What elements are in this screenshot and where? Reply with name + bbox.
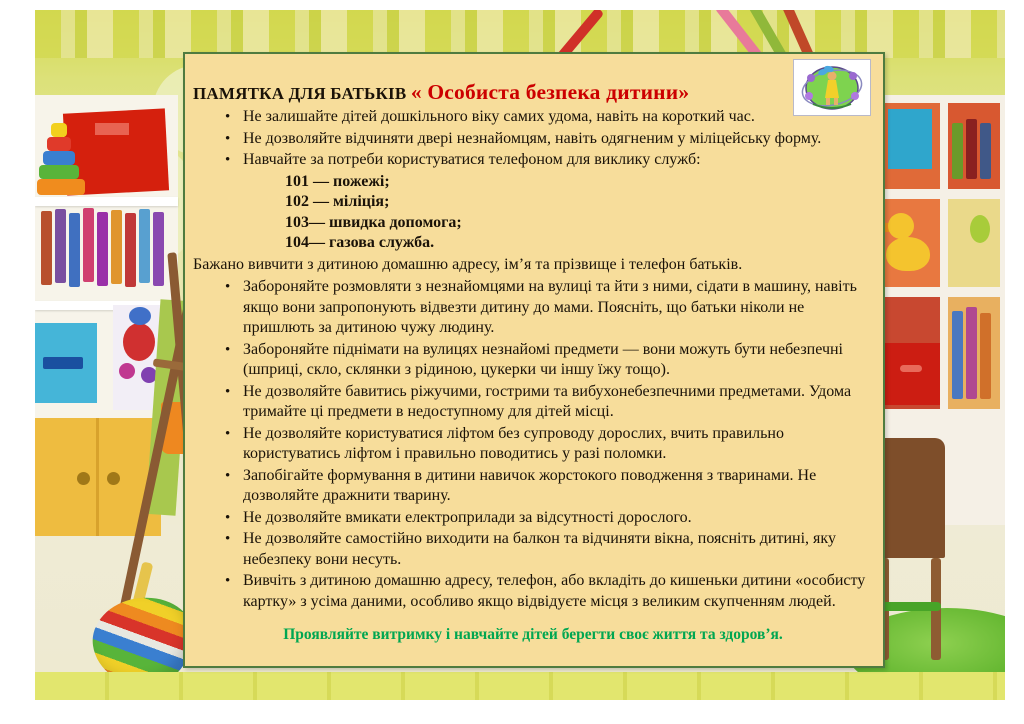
clown-bow — [129, 307, 151, 325]
toy-pyramid — [51, 123, 67, 137]
book-spine — [41, 211, 52, 285]
floorboards — [35, 672, 1005, 700]
list-item: • Не дозволяйте вмикати електроприлади за відсутності дорослого. — [193, 508, 873, 529]
blue-picture-text — [43, 357, 83, 369]
cabinet-knob — [107, 472, 120, 485]
cabinet-knob — [77, 472, 90, 485]
stool — [875, 438, 945, 558]
red-drawer-handle — [900, 365, 922, 372]
book-spine — [952, 123, 963, 179]
list-item: • Забороняйте піднімати на вулицях незнайомі предмети — вони можуть бути небезпечні (шприці, скло, склянки з рідиною, цукерки чи іншу їжу тощо). — [193, 340, 873, 381]
shelf-board — [35, 197, 178, 206]
list-item: • Не дозволяйте бавитись ріжучими, гострими та вибухонебезпечними предметами. Удома тримайте ці предмети в недоступному для дітей місці. — [193, 382, 873, 423]
globe-child-flowers-emblem-icon — [799, 64, 865, 112]
book-spine — [952, 311, 963, 399]
list-item: • Не залишайте дітей дошкільного віку самих удома, навіть на короткий час. — [193, 107, 873, 128]
list-item: • Забороняйте розмовляти з незнайомцями на вулиці та йти з ними, сідати в машину, навіть якщо вони запропонують відвезти дитину до мами. Поясніть, що батьки ніколи не пришлють за дитиною чужу людину. — [193, 277, 873, 339]
title-prefix: ПАМЯТКА ДЛЯ БАТЬКІВ — [193, 84, 411, 103]
book-spine — [97, 212, 108, 286]
footer-message: Проявляйте витримку і навчайте дітей берегти своє життя та здоров’я. — [283, 626, 783, 643]
toy-pyramid — [37, 179, 85, 195]
list-item: • Запобігайте формування в дитини навичок жорстокого поводження з тваринами. Не дозволяйте дражнити тварину. — [193, 466, 873, 507]
cabinet-door-split — [96, 418, 99, 536]
book-spine — [966, 307, 977, 399]
emergency-number-line: 104— газова служба. — [285, 234, 435, 251]
emergency-numbers — [285, 172, 873, 254]
book-spine — [966, 119, 977, 179]
rules-list-top — [193, 107, 873, 171]
toy-duck — [886, 237, 930, 271]
book-spine — [69, 213, 80, 287]
book-spine — [980, 313, 991, 399]
page-title — [193, 80, 873, 105]
emergency-number-line: 102 — міліція; — [285, 193, 390, 210]
book-spine — [55, 209, 66, 283]
clown-figure — [123, 323, 155, 361]
emergency-number-line: 101 — пожежі; — [285, 172, 390, 190]
list-item: • Не дозволяйте відчиняти двері незнайомцям, навіть одягненим у міліцейську форму. — [193, 129, 873, 150]
toy-pyramid — [39, 165, 79, 179]
stool-crossbar — [881, 602, 941, 611]
title-highlight: « Особиста безпека дитини» — [410, 80, 690, 104]
list-item: • Навчайте за потреби користуватися телефоном для виклику служб: — [193, 150, 873, 171]
emergency-number-line: 103— швидка допомога; — [285, 213, 462, 231]
shelf-cell — [948, 199, 1000, 287]
toy-box-label — [95, 123, 129, 135]
wall-stripes — [35, 10, 1005, 58]
clown-balloon — [119, 363, 135, 379]
list-item: • Вивчіть з дитиною домашню адресу, телефон, або вкладіть до кишеньки дитини «особисту картку» з усіма даними, особливо якщо відвідуєте місця з великим скупченням людей. — [193, 571, 873, 612]
toy-duck-head — [888, 213, 914, 239]
book-spine — [980, 123, 991, 179]
book-spine — [83, 208, 94, 282]
list-item: • Не дозволяйте самостійно виходити на балкон та відчиняти вікна, поясніть дитині, яку небезпеку вони несуть. — [193, 529, 873, 570]
book-spine — [111, 210, 122, 284]
rules-list-main — [193, 277, 873, 612]
list-item: • Не дозволяйте користуватися ліфтом без супроводу дорослих, вчить правильно користуватись ліфтом і правильно поводитись у разі поломки. — [193, 424, 873, 465]
note-paragraph: Бажано вивчити з дитиною домашню адресу, ім’я та прізвище і телефон батьків. — [193, 255, 743, 273]
toy-pyramid — [47, 137, 71, 151]
toy-box-blue — [888, 109, 932, 169]
book-spine — [139, 209, 150, 283]
memo-panel — [183, 52, 885, 668]
book-spine — [153, 212, 164, 286]
red-drawer — [884, 343, 940, 405]
book-spine — [125, 213, 136, 287]
toy-pear — [970, 215, 990, 243]
toy-pyramid — [43, 151, 75, 165]
